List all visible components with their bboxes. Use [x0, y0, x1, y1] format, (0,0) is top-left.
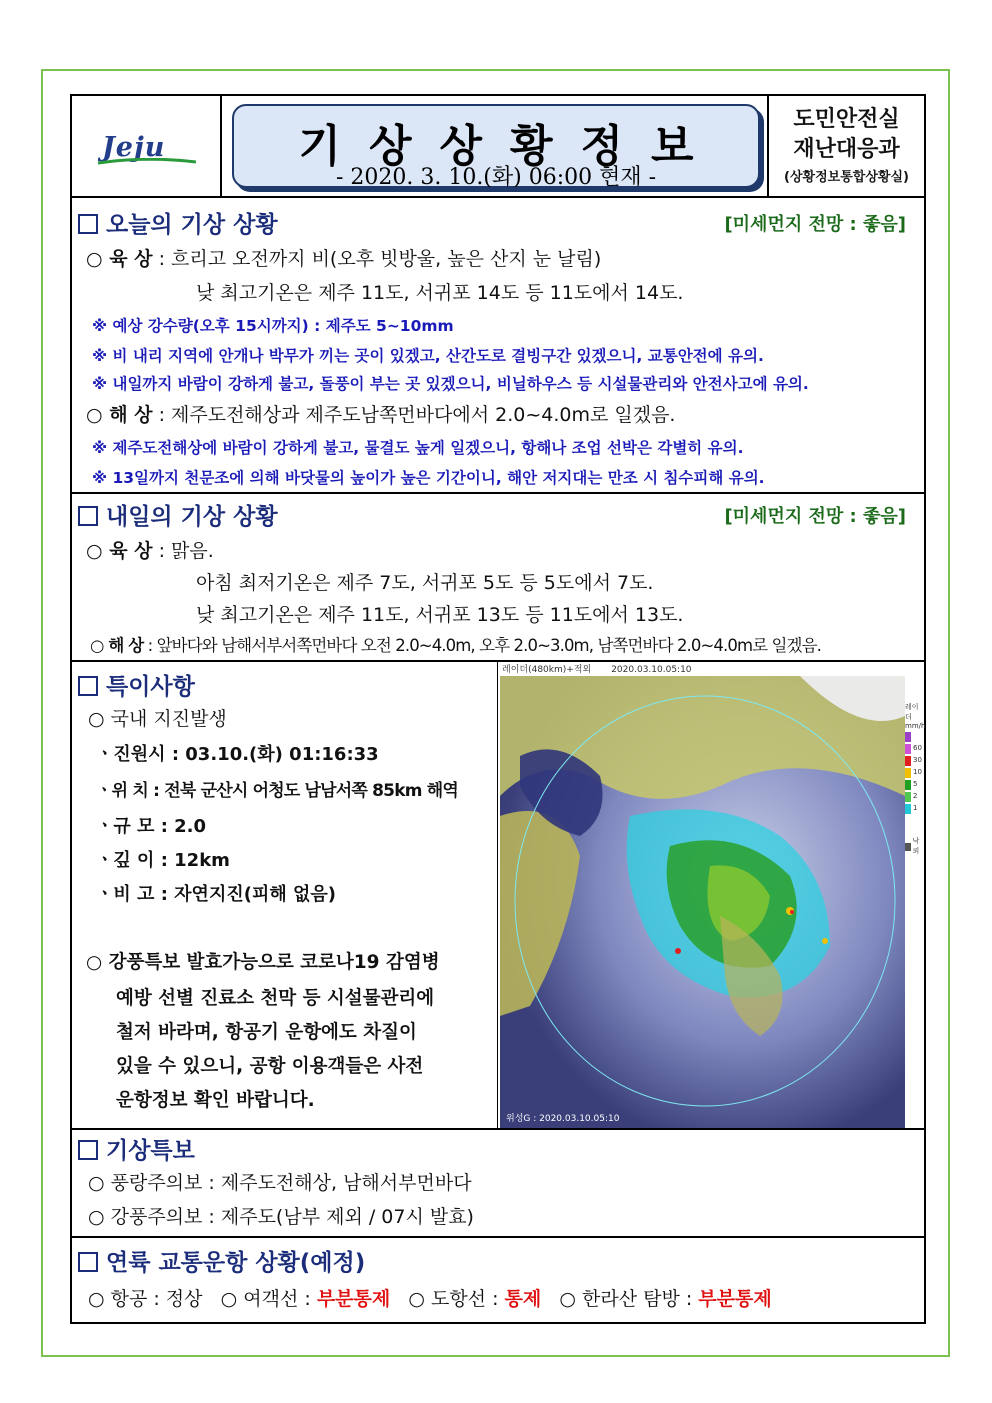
warnings-section-title: 기상특보 [78, 1132, 195, 1165]
checkbox-square-icon [78, 1140, 98, 1160]
quake-magnitude: ㆍ규 모 : 2.0 [96, 816, 207, 837]
notice-line-5: 운항정보 확인 바랍니다. [116, 1090, 315, 1111]
radar-legend [905, 702, 925, 856]
special-section-title: 특이사항 [78, 668, 195, 701]
divider [72, 492, 924, 494]
warning-item-1: ○ 풍랑주의보 : 제주도전해상, 남해서부먼바다 [88, 1172, 472, 1194]
page-date: - 2020. 3. 10.(화) 06:00 현재 - [335, 165, 657, 190]
department [767, 96, 924, 196]
radar-footer: 위성G : 2020.03.10.05:10 [506, 1114, 620, 1124]
air-status: ○ 항공 : 정상 [88, 1288, 203, 1310]
legend-item [905, 730, 925, 742]
quake-note: ㆍ비 고 : 자연지진(피해 없음) [96, 884, 336, 905]
radar-map-graphic [500, 676, 905, 1128]
radar-header [498, 662, 925, 676]
tomorrow-sea: ○ 해 상 : 앞바다와 남해서부서쪽먼바다 오전 2.0~4.0m, 오후 2.0~3.0m, 남쪽먼바다 2.0~4.0m로 일겠음. [90, 636, 821, 655]
legend-swatch [905, 732, 911, 742]
legend-item: 5 [905, 778, 925, 790]
tomorrow-section-title: 내일의 기상 상황 [78, 498, 278, 531]
tomorrow-dust-forecast: [미세먼지 전망 : 좋음] [724, 506, 906, 527]
quake-depth: ㆍ깊 이 : 12km [96, 850, 230, 871]
today-sea-note-2: ※ 13일까지 천문조에 의해 바닷물의 높이가 높은 기간이니, 해안 저지대는 만조 시 침수피해 유의. [92, 469, 765, 487]
today-note-3: ※ 내일까지 바람이 강하게 불고, 돌풍이 부는 곳 있겠으니, 비닐하우스 등 시설물관리와 안전사고에 유의. [92, 375, 809, 393]
island-ferry-status: 통제 [504, 1288, 542, 1310]
today-sea-note-1: ※ 제주도전해상에 바람이 강하게 불고, 물결도 높게 일겠으니, 항해나 조업 선박은 각별히 유의. [92, 439, 744, 457]
notice-line-4: 있을 수 있으니, 공항 이용객들은 사전 [116, 1056, 424, 1077]
island-ferry-label: ○ 도항선 : [408, 1288, 499, 1310]
notice-line-2: 예방 선별 진료소 천막 등 시설물관리에 [116, 988, 435, 1009]
checkbox-square-icon [78, 214, 98, 234]
dept-line-1: 도민안전실 [793, 107, 900, 132]
legend-swatch [905, 744, 911, 754]
legend-swatch [905, 780, 911, 790]
dept-line-2: 재난대응과 [793, 137, 900, 162]
divider [72, 1236, 924, 1238]
hallasan-label: ○ 한라산 탐방 : [559, 1288, 693, 1310]
legend-item: 2 [905, 790, 925, 802]
legend-swatch [905, 843, 911, 851]
today-note-1: ※ 예상 강수량(오후 15시까지) : 제주도 5~10mm [92, 317, 454, 335]
legend-swatch [905, 804, 911, 814]
checkbox-square-icon [78, 1252, 98, 1272]
ferry-label: ○ 여객선 : [220, 1288, 311, 1310]
checkbox-square-icon [78, 506, 98, 526]
notice-line-1: ○ 강풍특보 발효가능으로 코로나19 감염병 [86, 952, 440, 973]
dept-line-3: (상황정보통합상황실) [784, 170, 909, 185]
transport-section-title: 연륙 교통운항 상황(예정) [78, 1244, 365, 1277]
radar-map [500, 676, 905, 1128]
legend-lightning: 낙뢰 [905, 836, 925, 856]
divider [72, 1128, 924, 1130]
notice-line-3: 철저 바라며, 항공기 운항에도 차질이 [116, 1022, 417, 1043]
today-land-temp: 낮 최고기온은 제주 11도, 서귀포 14도 등 11도에서 14도. [196, 282, 684, 304]
tomorrow-low-temp: 아침 최저기온은 제주 7도, 서귀포 5도 등 5도에서 7도. [196, 572, 654, 594]
ferry-status: 부분통제 [316, 1288, 391, 1310]
tomorrow-high-temp: 낮 최고기온은 제주 11도, 서귀포 13도 등 11도에서 13도. [196, 604, 684, 626]
tomorrow-land: ○ 육 상 : 맑음. [86, 540, 214, 562]
warning-item-2: ○ 강풍주의보 : 제주도(남부 제외 / 07시 발효) [88, 1206, 474, 1228]
today-note-2: ※ 비 내리 지역에 안개나 박무가 끼는 곳이 있겠고, 산간도로 결빙구간 있겠으니, 교통안전에 유의. [92, 347, 764, 365]
logo-text: Jeju [102, 132, 166, 163]
document-frame [70, 94, 926, 1324]
quake-title: ○ 국내 지진발생 [88, 708, 227, 730]
legend-title: 레이더 [905, 703, 919, 721]
page-title: 기상상황정보 [298, 121, 722, 172]
legend-swatch [905, 768, 911, 778]
legend-item: 30 [905, 754, 925, 766]
transport-status [88, 1284, 772, 1311]
radar-satellite-image [497, 662, 924, 1128]
checkbox-square-icon [78, 676, 98, 696]
legend-item: 1 [905, 802, 925, 814]
legend-item: 10 [905, 766, 925, 778]
legend-swatch [905, 792, 911, 802]
quake-location: ㆍ위 치 : 전북 군산시 어청도 남남서쪽 85km 해역 [96, 781, 458, 801]
radar-label: 레이더(480km)+적외 [502, 665, 592, 675]
title-banner [232, 104, 760, 188]
radar-time: 2020.03.10.05:10 [611, 665, 692, 675]
today-sea: ○ 해 상 : 제주도전해상과 제주도남쪽먼바다에서 2.0~4.0m로 일겠음. [86, 404, 676, 426]
today-dust-forecast: [미세먼지 전망 : 좋음] [724, 214, 906, 235]
logo-swoosh-icon [96, 158, 198, 166]
today-land: ○ 육 상 : 흐리고 오전까지 비(오후 빗방울, 높은 산지 눈 날림) [86, 248, 602, 270]
hallasan-status: 부분통제 [698, 1288, 772, 1310]
legend-item: 60 [905, 742, 925, 754]
quake-time: ㆍ진원시 : 03.10.(화) 01:16:33 [96, 744, 379, 765]
legend-unit: mm/h [905, 722, 926, 730]
header [72, 96, 924, 198]
legend-swatch [905, 756, 911, 766]
today-section-title: 오늘의 기상 상황 [78, 206, 278, 239]
jeju-logo [72, 96, 222, 196]
